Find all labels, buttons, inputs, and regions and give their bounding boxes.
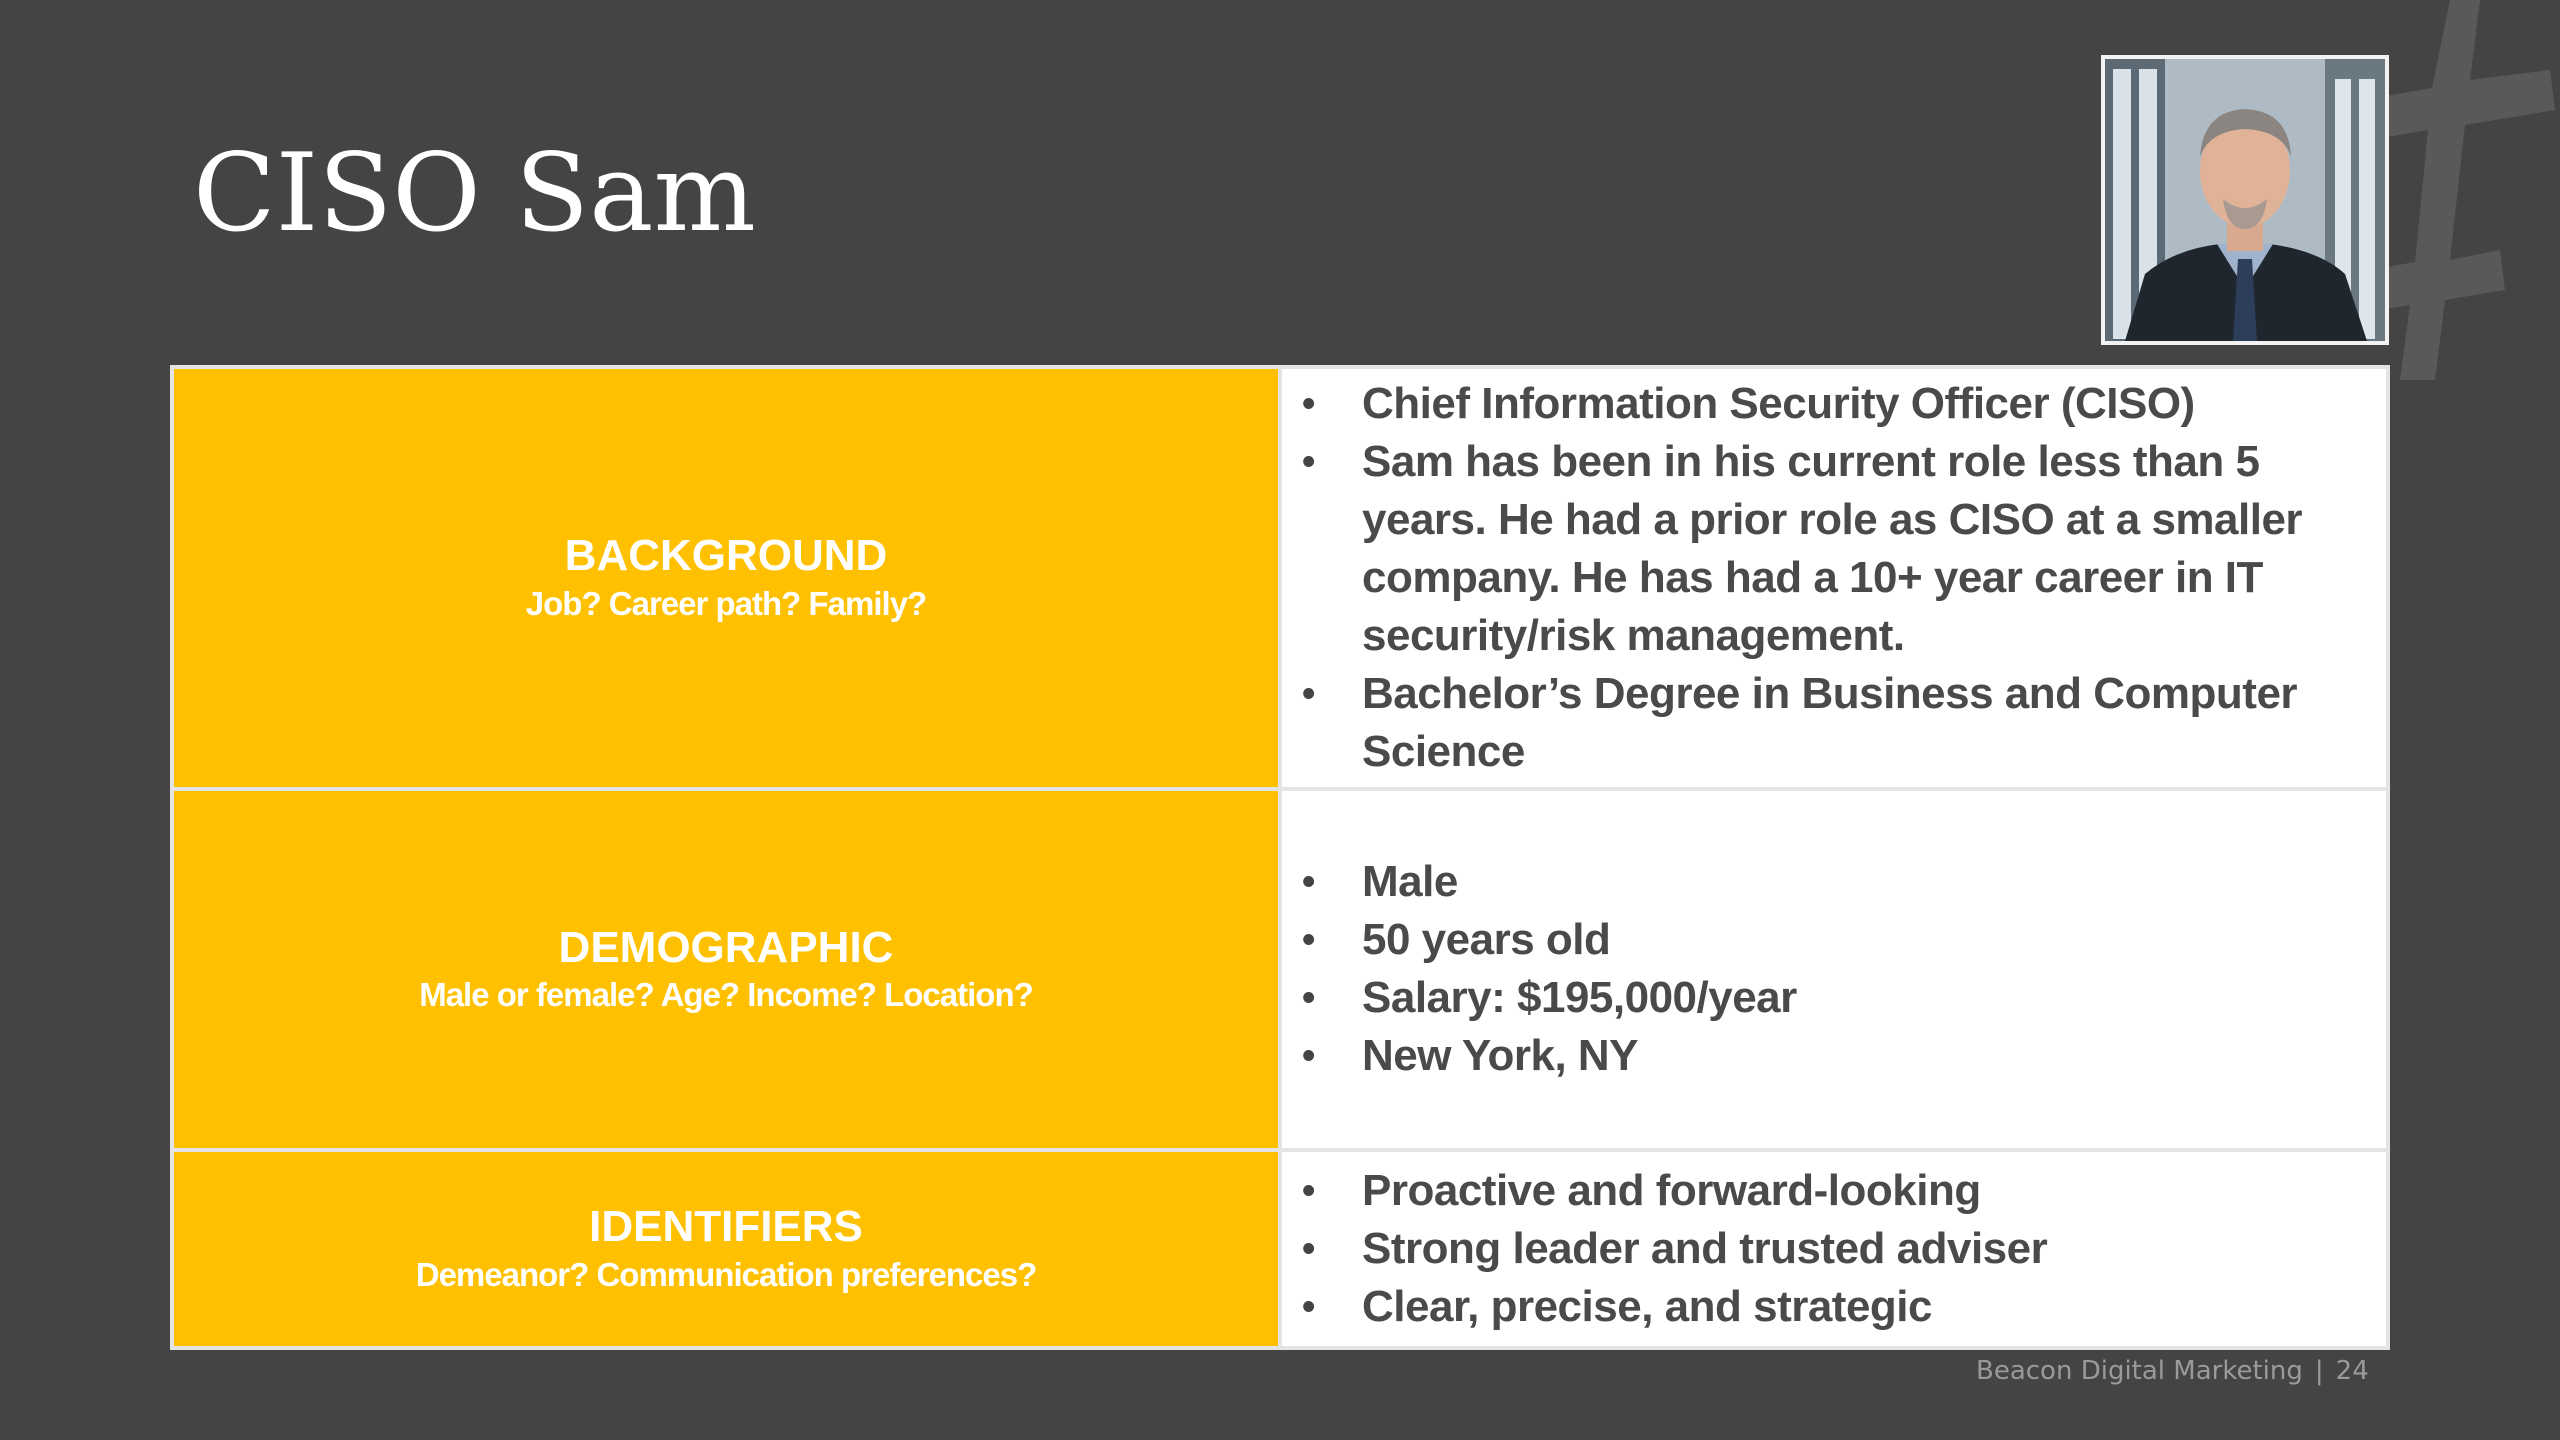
content-cell (1280, 367, 2388, 789)
category-title: IDENTIFIERS (589, 1202, 863, 1252)
person-photo-icon (2105, 59, 2385, 341)
bullet-list (1282, 853, 2386, 1085)
bullet-item: • Proactive and forward-looking (1362, 1162, 2346, 1220)
content-cell (1280, 789, 2388, 1150)
bullet-list (1282, 375, 2386, 781)
bullet-item: • 50 years old (1362, 911, 2346, 969)
slide-footer (1976, 1356, 2369, 1386)
slide-title: CISO Sam (193, 131, 756, 256)
bullet-item: • Clear, precise, and strategic (1362, 1278, 2346, 1336)
persona-table (170, 365, 2390, 1350)
category-cell (172, 789, 1280, 1150)
category-title: BACKGROUND (564, 531, 888, 581)
bullet-item: • Chief Information Security Officer (CISO) (1362, 375, 2346, 433)
category-prompt: Job? Career path? Family? (525, 584, 927, 622)
category-prompt: Male or female? Age? Income? Location? (419, 976, 1033, 1014)
bullet-item: • Strong leader and trusted adviser (1362, 1220, 2346, 1278)
bullet-item: • New York, NY (1362, 1027, 2346, 1085)
category-cell (172, 1150, 1280, 1348)
content-cell (1280, 1150, 2388, 1348)
person-photo (2101, 55, 2389, 345)
bullet-item: • Salary: $195,000/year (1362, 969, 2346, 1027)
category-prompt: Demeanor? Communication preferences? (415, 1256, 1037, 1294)
footer-company: Beacon Digital Marketing (1976, 1356, 2303, 1386)
page-number: 24 (2335, 1356, 2369, 1386)
bullet-item: • Bachelor’s Degree in Business and Computer Science (1362, 665, 2346, 781)
footer-separator: | (2314, 1356, 2324, 1386)
bullet-item: • Male (1362, 853, 2346, 911)
category-cell (172, 367, 1280, 789)
persona-row-demographic (172, 789, 2388, 1150)
bullet-list (1282, 1162, 2386, 1336)
category-title: DEMOGRAPHIC (558, 922, 894, 972)
bullet-item: • Sam has been in his current role less than 5 years. He had a prior role as CISO at a smaller company. He has had a 10+ year career in IT security/risk management. (1362, 433, 2346, 665)
persona-row-identifiers (172, 1150, 2388, 1348)
persona-row-background (172, 367, 2388, 789)
